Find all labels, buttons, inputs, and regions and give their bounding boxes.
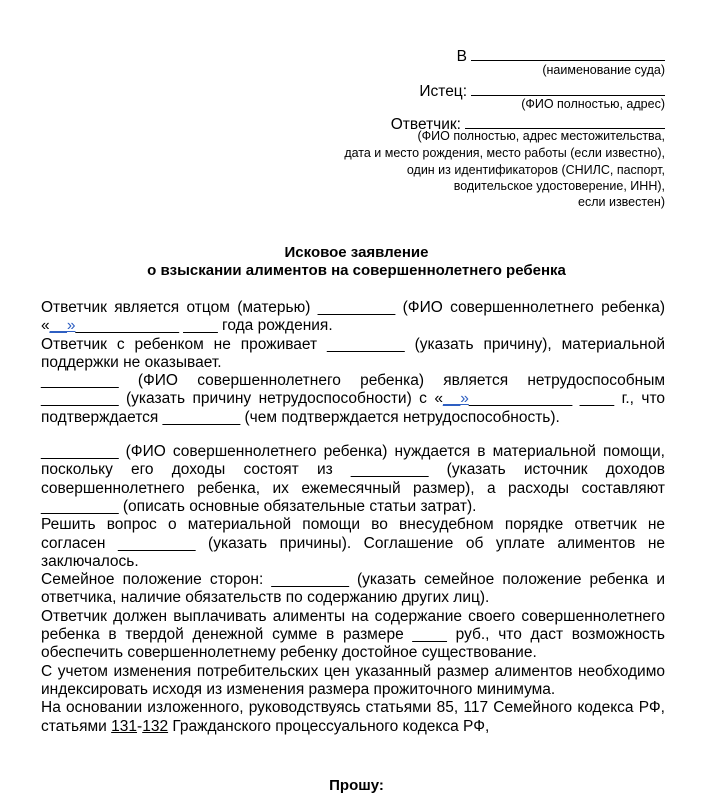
defendant-note-1: (ФИО полностью, адрес местожительства, <box>417 129 665 143</box>
defendant-note-5: если известен) <box>578 195 665 209</box>
request-heading: Прошу: <box>329 777 384 794</box>
paragraph-8: С учетом изменения потребительских цен указанный размер алиментов необходимо индексировать исходя из изменения размера прожиточного минимума. <box>41 662 665 698</box>
court-note: (наименование суда) <box>542 63 665 77</box>
date-blank-2: __» <box>442 390 469 408</box>
plaintiff-label: Истец: <box>419 83 467 100</box>
court-prefix: В <box>456 48 467 65</box>
defendant-label: Ответчик: <box>390 116 461 133</box>
title-line-2: о взыскании алиментов на совершеннолетнего ребенка <box>147 262 566 279</box>
paragraph-9: На основании изложенного, руководствуясь статьями 85, 117 Семейного кодекса РФ, статьями 131-132 Гражданского процессуального кодекса РФ, <box>41 699 665 735</box>
defendant-note-4: водительское удостоверение, ИНН), <box>453 179 665 193</box>
defendant-note-3: один из идентификаторов (СНИЛС, паспорт, <box>406 163 665 177</box>
paragraph-6: Семейное положение сторон: _________ (указать семейное положение ребенка и ответчика, наличие обязательств по содержанию других лиц). <box>41 571 665 607</box>
document-title <box>0 244 713 280</box>
paragraph-7: Ответчик должен выплачивать алименты на содержание своего совершеннолетнего ребенка в твердой денежной сумме в размере ____ руб., что даст возможность обеспечить совершеннолетнему ребенку достойное существование. <box>41 607 665 662</box>
paragraph-1: Ответчик является отцом (матерью) _________ (ФИО совершеннолетнего ребенка) «__»____________ ____ года рождения. <box>41 299 665 335</box>
defendant-note-2: дата и место рождения, место работы (если известно), <box>344 146 665 160</box>
article-132-link[interactable]: 132 <box>142 717 169 735</box>
plaintiff-note: (ФИО полностью, адрес) <box>521 97 665 111</box>
article-131-link[interactable]: 131 <box>111 717 138 735</box>
paragraph-2: Ответчик с ребенком не проживает _________ (указать причину), материальной поддержки не оказывает. <box>41 335 665 371</box>
paragraph-3: _________ (ФИО совершеннолетнего ребенка) является нетрудоспособным _________ (указать причину нетрудоспособности) с «__»____________ ____ г., что подтверждается _________ (чем подтверждается нетрудоспособность). <box>41 372 666 426</box>
paragraph-5: Решить вопрос о материальной помощи во внесудебном порядке ответчик не согласен _________ (указать причины). Соглашение об уплате алиментов не заключалось. <box>41 516 665 570</box>
title-line-1: Исковое заявление <box>284 244 429 261</box>
document-body <box>41 299 665 736</box>
date-blank-1: __» <box>49 317 76 335</box>
paragraph-4: _________ (ФИО совершеннолетнего ребенка) нуждается в материальной помощи, поскольку его доходы состоят из _________ (указать источник доходов совершеннолетнего ребенка, их ежемесячный размер), а расходы составляют _________ (описать основные обязательные статьи затрат). <box>41 443 665 515</box>
